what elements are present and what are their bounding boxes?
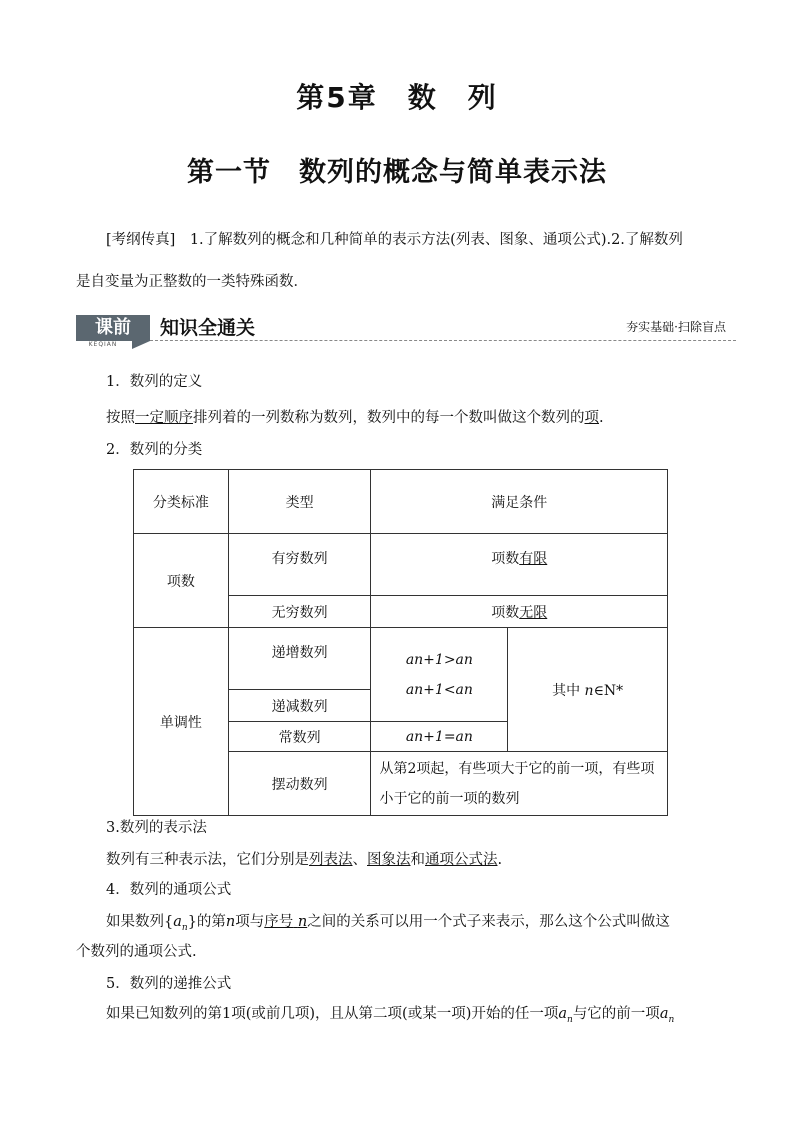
cond-increasing: an+1>an (405, 651, 473, 668)
p4-rest: 之间的关系可以用一个式子来表示，那么这个公式叫做这 (307, 914, 670, 930)
syllabus-label: [考纲传真] (106, 232, 176, 248)
type-infinite: 无穷数列 (228, 596, 371, 628)
p4-nvar: n (225, 914, 236, 930)
heading-4: 4．数列的通项公式 (106, 882, 232, 898)
header-standard: 分类标准 (134, 470, 229, 534)
note-pre: 其中 (552, 682, 581, 699)
section-banner (76, 312, 736, 352)
paragraph-4 (106, 906, 746, 944)
p4-text: 如果数列{ (106, 914, 174, 930)
cond-decreasing: an+1<an (405, 681, 473, 698)
heading-1: 1．数列的定义 (106, 374, 203, 390)
p4-underline-var: n (297, 914, 308, 930)
cond-constant: an+1=an (371, 722, 508, 752)
p5-a1: a (558, 1006, 568, 1022)
cond-infinite-pre: 项数 (491, 604, 520, 621)
note-rest: ∈N* (593, 682, 624, 699)
p1-end: . (599, 410, 604, 426)
cond-finite (371, 534, 668, 596)
p5-mid: 与它的前一项 (572, 1006, 660, 1022)
p3-text: 数列有三种表示法，它们分别是 (106, 852, 309, 868)
paragraph-3 (106, 844, 746, 876)
p1-text-2: 排列着的一列数称为数列，数列中的每一个数叫做这个数列的 (193, 410, 585, 426)
p3-underline-1: 列表法 (309, 852, 353, 868)
banner-right-text: 夯实基础·扫除盲点 (626, 320, 726, 334)
p4-underline-text: 序号 (264, 914, 294, 930)
type-swing: 摆动数列 (228, 752, 371, 816)
header-condition: 满足条件 (371, 470, 668, 534)
p4-underline (264, 914, 307, 930)
cond-swing: 从第2项起，有些项大于它的前一项，有些项小于它的前一项的数列 (371, 752, 668, 816)
group-monotonic-label: 单调性 (134, 628, 229, 816)
header-type: 类型 (228, 470, 371, 534)
banner-tab-sub: KEQIAN (88, 341, 118, 348)
cond-infinite-underline: 无限 (519, 604, 548, 621)
note-var: n (584, 682, 594, 699)
p3-sep1: 、 (352, 852, 367, 868)
p5-a2: a (659, 1006, 669, 1022)
p4-mid1: }的第 (187, 914, 226, 930)
note-cell (508, 628, 668, 752)
p4-n: n (181, 922, 188, 933)
syllabus-line1 (106, 224, 746, 256)
type-constant: 常数列 (228, 722, 371, 752)
chapter-title: 第5章 数 列 (296, 81, 498, 114)
cond-inc-dec (371, 628, 508, 722)
paragraph-5 (106, 998, 746, 1036)
syllabus-text1: 1.了解数列的概念和几种简单的表示方法(列表、图象、通项公式).2.了解数列 (189, 232, 683, 248)
p1-underline-1: 一定顺序 (135, 410, 193, 426)
heading-2: 2．数列的分类 (106, 442, 203, 458)
p4-a: a (173, 914, 182, 930)
cond-finite-underline: 有限 (519, 551, 548, 567)
type-increasing: 递增数列 (228, 628, 371, 690)
p3-sep2: 和 (410, 852, 425, 868)
paragraph-1 (106, 402, 746, 434)
p5-n2: n (668, 1014, 675, 1025)
p1-underline-2: 项 (584, 410, 599, 426)
p1-text: 按照 (106, 410, 135, 426)
banner-dashed-line (150, 340, 736, 341)
p3-end: . (497, 852, 503, 868)
syllabus-line2: 是自变量为正整数的一类特殊函数． (76, 274, 308, 290)
banner-title: 知识全通关 (160, 317, 256, 339)
p3-underline-2: 图象法 (367, 852, 411, 868)
section-title: 第一节 数列的概念与简单表示法 (187, 157, 607, 188)
p5-n1: n (567, 1014, 573, 1025)
banner-triangle (132, 341, 150, 349)
p5-text: 如果已知数列的第1项(或前几项)，且从第二项(或某一项)开始的任一项 (106, 1006, 559, 1022)
p3-underline-3: 通项公式法 (425, 852, 498, 868)
type-decreasing: 递减数列 (228, 690, 371, 722)
heading-5: 5．数列的递推公式 (106, 976, 232, 992)
cond-infinite (371, 596, 668, 628)
paragraph-4-line2: 个数列的通项公式. (76, 944, 197, 960)
classification-table (133, 469, 668, 816)
group-count-label: 项数 (134, 534, 229, 628)
type-finite: 有穷数列 (228, 534, 371, 596)
cond-finite-pre: 项数 (491, 551, 520, 567)
banner-tab: 课前 (76, 315, 150, 341)
heading-3: 3.数列的表示法 (106, 820, 207, 836)
p4-mid2: 项与 (235, 914, 265, 930)
